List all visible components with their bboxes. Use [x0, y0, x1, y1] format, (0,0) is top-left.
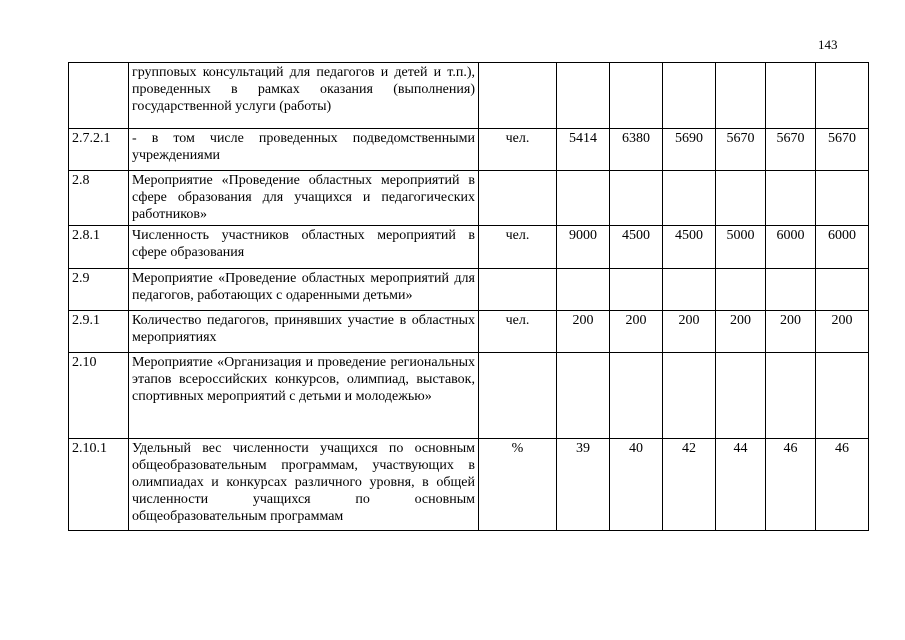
row-value: 39: [557, 439, 610, 531]
row-value: 9000: [557, 226, 610, 269]
row-value: [610, 269, 663, 311]
row-code: 2.10: [69, 353, 129, 439]
row-value: 200: [663, 311, 716, 353]
row-description: групповых консультаций для педагогов и детей и т.п.), проведенных в рамках оказания (выполнения) государственной услуги (работы): [129, 63, 479, 129]
row-unit: [479, 63, 557, 129]
row-value: 4500: [610, 226, 663, 269]
row-value: [557, 63, 610, 129]
row-value: 6380: [610, 129, 663, 171]
row-value: 200: [716, 311, 766, 353]
row-value: [816, 63, 869, 129]
row-value: [716, 269, 766, 311]
row-code: 2.8.1: [69, 226, 129, 269]
row-unit: [479, 269, 557, 311]
row-value: 5690: [663, 129, 716, 171]
table-row: [69, 226, 869, 269]
row-value: [816, 171, 869, 226]
row-value: [716, 171, 766, 226]
row-value: 5670: [716, 129, 766, 171]
row-value: 200: [610, 311, 663, 353]
row-value: [663, 353, 716, 439]
page-number: 143: [818, 37, 838, 52]
row-value: 5670: [816, 129, 869, 171]
row-code: 2.7.2.1: [69, 129, 129, 171]
row-code: 2.8: [69, 171, 129, 226]
row-value: 200: [557, 311, 610, 353]
row-value: 6000: [816, 226, 869, 269]
row-description: Мероприятие «Проведение областных мероприятий для педагогов, работающих с одаренными детьми»: [129, 269, 479, 311]
row-value: 40: [610, 439, 663, 531]
row-unit: %: [479, 439, 557, 531]
row-unit: [479, 353, 557, 439]
row-value: [610, 171, 663, 226]
row-value: 5414: [557, 129, 610, 171]
row-value: [716, 63, 766, 129]
row-value: [716, 353, 766, 439]
table-row: [69, 63, 869, 129]
row-value: [610, 353, 663, 439]
row-value: [663, 269, 716, 311]
row-value: [766, 269, 816, 311]
table-row: [69, 311, 869, 353]
table-row: [69, 439, 869, 531]
row-value: [557, 353, 610, 439]
row-description: Количество педагогов, принявших участие в областных мероприятиях: [129, 311, 479, 353]
table-row: [69, 353, 869, 439]
row-unit: [479, 171, 557, 226]
row-unit: чел.: [479, 226, 557, 269]
row-code: [69, 63, 129, 129]
row-value: 5670: [766, 129, 816, 171]
row-value: 42: [663, 439, 716, 531]
row-description: - в том числе проведенных подведомственными учреждениями: [129, 129, 479, 171]
row-value: [766, 63, 816, 129]
row-description: Численность участников областных мероприятий в сфере образования: [129, 226, 479, 269]
row-value: 6000: [766, 226, 816, 269]
table-row: [69, 269, 869, 311]
indicators-table: [68, 62, 869, 531]
row-unit: чел.: [479, 311, 557, 353]
row-value: 46: [766, 439, 816, 531]
row-description: Мероприятие «Организация и проведение региональных этапов всероссийских конкурсов, олимпиад, выставок, спортивных мероприятий с детьми и молодежью»: [129, 353, 479, 439]
row-value: 46: [816, 439, 869, 531]
row-code: 2.9: [69, 269, 129, 311]
row-value: [610, 63, 663, 129]
row-value: [557, 269, 610, 311]
row-value: [766, 171, 816, 226]
row-unit: чел.: [479, 129, 557, 171]
row-description: Мероприятие «Проведение областных мероприятий в сфере образования для учащихся и педагогических работников»: [129, 171, 479, 226]
row-code: 2.10.1: [69, 439, 129, 531]
row-value: 4500: [663, 226, 716, 269]
row-value: [663, 63, 716, 129]
row-value: 44: [716, 439, 766, 531]
row-value: [663, 171, 716, 226]
row-value: [766, 353, 816, 439]
row-value: [557, 171, 610, 226]
row-value: [816, 269, 869, 311]
row-value: 200: [816, 311, 869, 353]
table-row: [69, 129, 869, 171]
row-value: 5000: [716, 226, 766, 269]
table-row: [69, 171, 869, 226]
row-value: 200: [766, 311, 816, 353]
row-value: [816, 353, 869, 439]
row-code: 2.9.1: [69, 311, 129, 353]
row-description: Удельный вес численности учащихся по основным общеобразовательным программам, участвующих в олимпиадах и конкурсах различного уровня, в общей численности учащихся по основным общеобразовательным программам: [129, 439, 479, 531]
